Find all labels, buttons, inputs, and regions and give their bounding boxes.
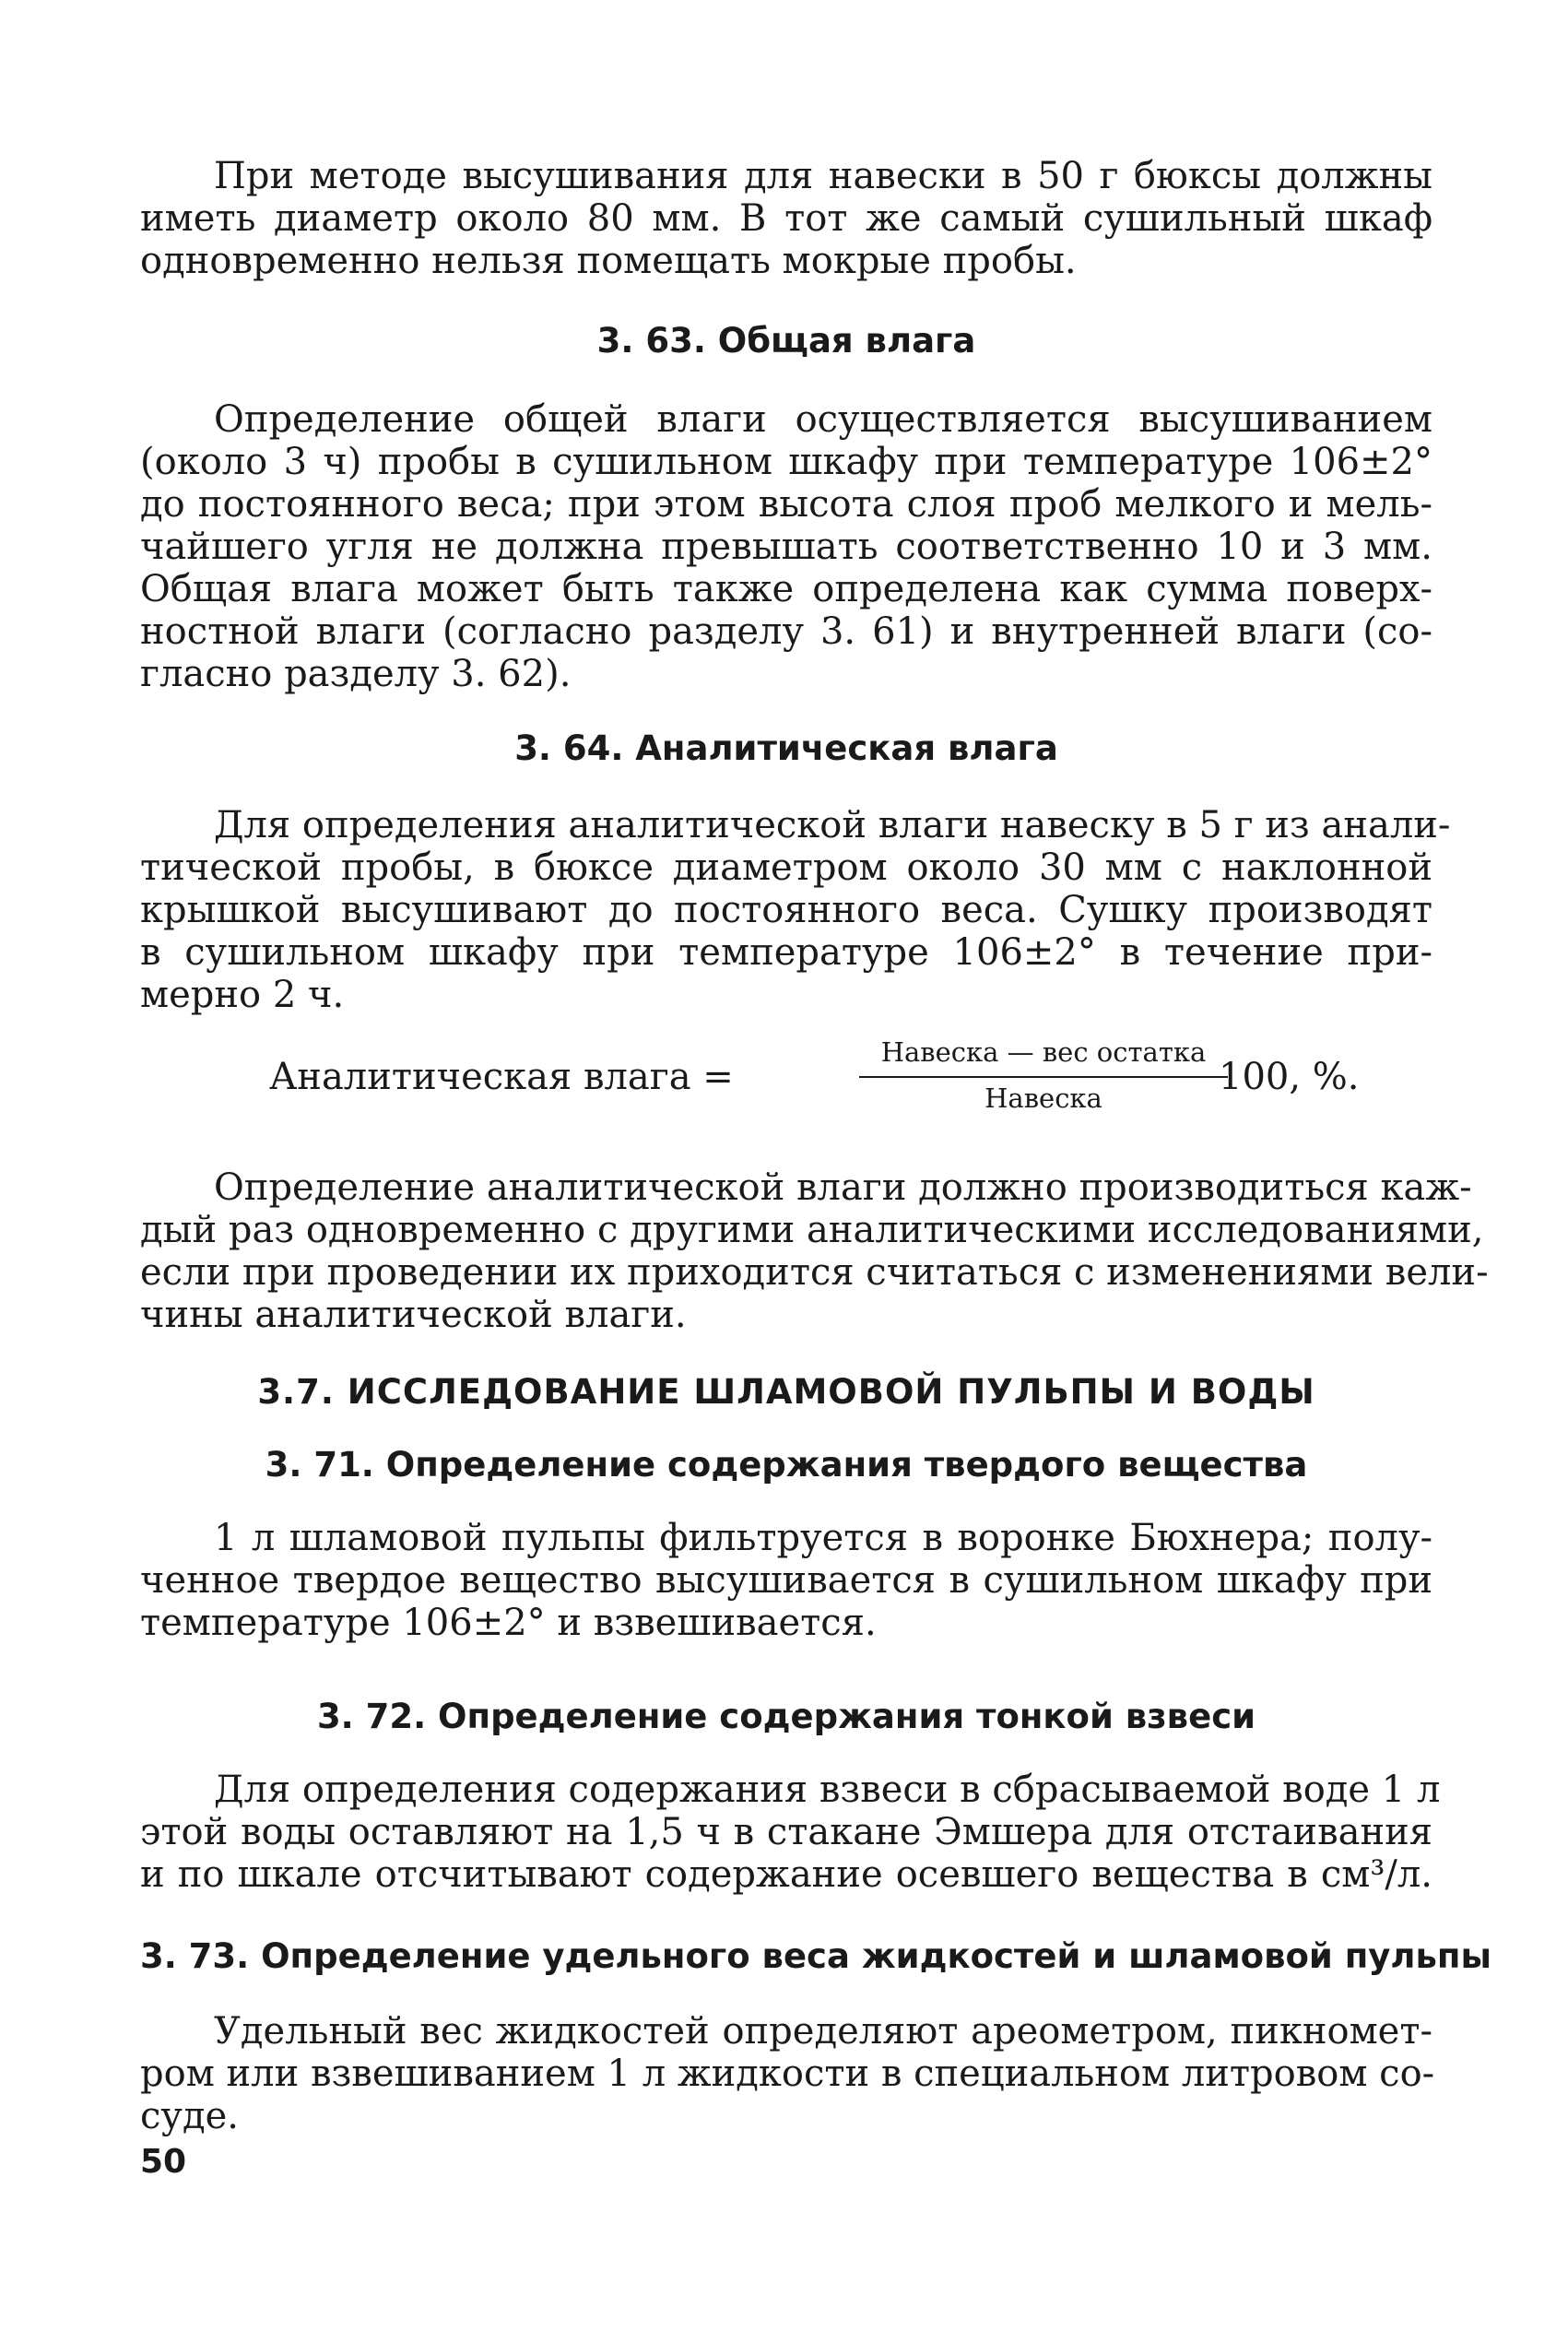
s372-line-3: и по шкале отсчитывают содержание осевшего вещества в см³/л.: [140, 1853, 1432, 1896]
heading-3-71: 3. 71. Определение содержания твердого вещества: [265, 1445, 1308, 1485]
page-number: 50: [140, 2143, 187, 2181]
s364-p2-line-2: дый раз одновременно с другими аналитическими исследованиями,: [140, 1209, 1484, 1251]
formula-denominator: Навеска: [984, 1083, 1102, 1114]
intro-line-1: При методе высушивания для навески в 50 г бюксы должны: [214, 155, 1432, 197]
s364-p2-line-3: если при проведении их приходится считаться с изменениями вели-: [140, 1251, 1489, 1294]
heading-3-72: 3. 72. Определение содержания тонкой взвеси: [316, 1697, 1256, 1736]
heading-3-73: 3. 73. Определение удельного веса жидкостей и шламовой пульпы: [140, 1936, 1491, 1976]
s372-line-2: этой воды оставляют на 1,5 ч в стакане Эмшера для отстаивания: [140, 1811, 1432, 1853]
s373-line-2: ром или взвешиванием 1 л жидкости в специальном литровом со-: [140, 2053, 1435, 2095]
s363-line-6: ностной влаги (согласно разделу 3. 61) и внутренней влаги (со-: [140, 610, 1432, 653]
s364-line-5: мерно 2 ч.: [140, 974, 345, 1016]
heading-3-7: 3.7. ИССЛЕДОВАНИЕ ШЛАМОВОЙ ПУЛЬПЫ И ВОДЫ: [257, 1372, 1315, 1412]
fraction-bar: [859, 1076, 1228, 1078]
s364-line-2: тической пробы, в бюксе диаметром около 30 мм с наклонной: [140, 846, 1432, 889]
intro-line-3: одновременно нельзя помещать мокрые пробы.: [140, 240, 1077, 282]
analytical-moisture-formula: [269, 1028, 1375, 1130]
s364-line-4: в сушильном шкафу при температуре 106±2° в течение при-: [140, 931, 1432, 974]
s364-p2-line-1: Определение аналитической влаги должно производиться каж-: [214, 1166, 1472, 1209]
s371-line-2: ченное твердое вещество высушивается в сушильном шкафу при: [140, 1559, 1432, 1602]
s373-line-3: суде.: [140, 2095, 239, 2137]
s372-line-1: Для определения содержания взвеси в сбрасываемой воде 1 л: [214, 1769, 1441, 1811]
s363-line-3: до постоянного веса; при этом высота слоя проб мелкого и мель-: [140, 483, 1432, 526]
s371-line-3: температуре 106±2° и взвешивается.: [140, 1602, 877, 1644]
formula-lhs: Аналитическая влага =: [269, 1056, 734, 1098]
formula-numerator: Навеска — вес остатка: [880, 1036, 1207, 1068]
s363-line-7: гласно разделу 3. 62).: [140, 653, 572, 695]
s363-line-5: Общая влага может быть также определена как сумма поверх-: [140, 568, 1432, 610]
s371-line-1: 1 л шламовой пульпы фильтруется в воронке Бюхнера; полу-: [214, 1517, 1432, 1559]
s364-p2-line-4: чины аналитической влаги.: [140, 1294, 687, 1336]
s363-line-1: Определение общей влаги осуществляется высушиванием: [214, 398, 1432, 441]
intro-line-2: иметь диаметр около 80 мм. В тот же самый сушильный шкаф: [140, 197, 1432, 240]
s363-line-4: чайшего угля не должна превышать соответственно 10 и 3 мм.: [140, 526, 1432, 568]
s364-line-3: крышкой высушивают до постоянного веса. Сушку производят: [140, 889, 1432, 931]
s363-line-2: (около 3 ч) пробы в сушильном шкафу при температуре 106±2°: [140, 441, 1432, 483]
heading-3-64: 3. 64. Аналитическая влага: [514, 728, 1058, 768]
s364-line-1: Для определения аналитической влаги навеску в 5 г из анали-: [214, 804, 1451, 846]
heading-3-63: 3. 63. Общая влага: [596, 321, 976, 361]
formula-rhs: 100, %.: [1219, 1056, 1360, 1098]
s373-line-1: Удельный вес жидкостей определяют ареометром, пикномет-: [214, 2010, 1432, 2053]
